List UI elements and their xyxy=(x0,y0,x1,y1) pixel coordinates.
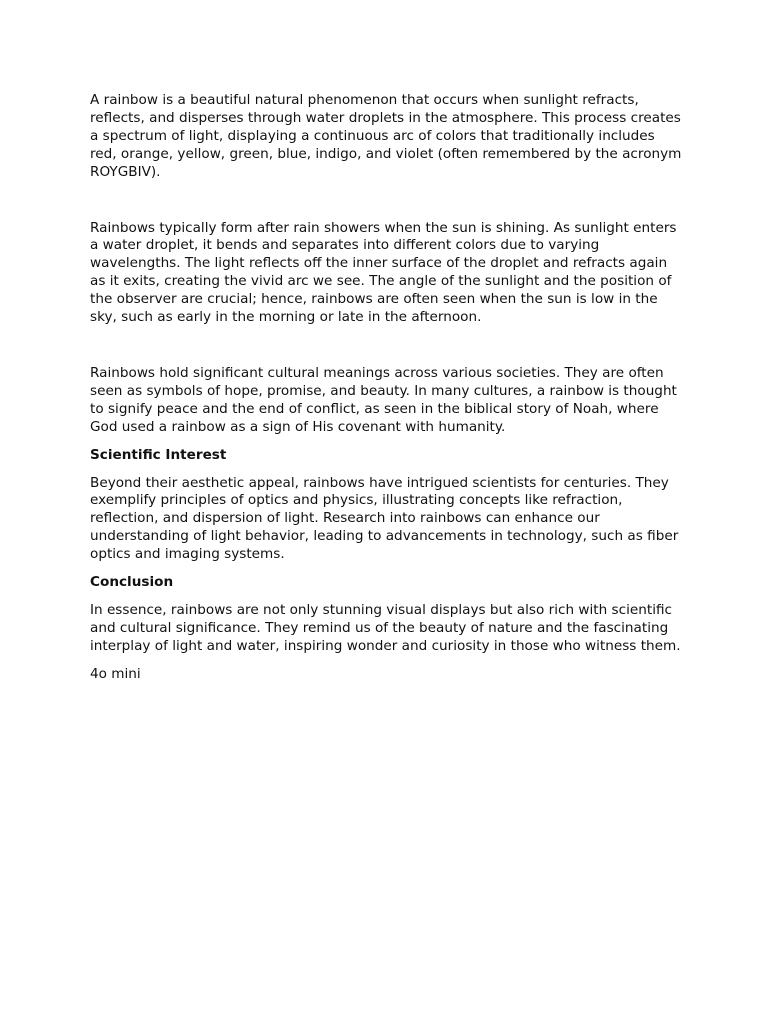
section-heading-conclusion: Conclusion xyxy=(90,574,174,591)
document-page xyxy=(90,92,682,684)
conclusion-paragraph: In essence, rainbows are not only stunning visual displays but also rich with scientific and cultural significance. They remind us of the beauty of nature and the fascinating interplay of light and water, inspiring wonder and curiosity in those who witness them. xyxy=(90,601,681,654)
scientific-interest-paragraph: Beyond their aesthetic appeal, rainbows have intrigued scientists for centuries. They exemplify principles of optics and physics, illustrating concepts like refraction, reflection, and dispersion of light. Research into rainbows can enhance our understanding of light behavior, leading to advancements in technology, such as fiber optics and imaging systems. xyxy=(90,474,679,563)
section-heading-scientific-interest: Scientific Interest xyxy=(90,446,227,463)
cultural-paragraph: Rainbows hold significant cultural meanings across various societies. They are often seen as symbols of hope, promise, and beauty. In many cultures, a rainbow is thought to signify peace and the end of conflict, as seen in the biblical story of Noah, where God used a rainbow as a sign of His covenant with humanity. xyxy=(90,364,677,435)
footer-note: 4o mini xyxy=(90,665,141,682)
formation-paragraph: Rainbows typically form after rain showers when the sun is shining. As sunlight enters a water droplet, it bends and separates into different colors due to varying wavelengths. The light reflects off the inner surface of the droplet and refracts again as it exits, creating the vivid arc we see. The angle of the sunlight and the position of the observer are crucial; hence, rainbows are often seen when the sun is low in the sky, such as early in the morning or late in the afternoon. xyxy=(90,219,677,326)
intro-paragraph: A rainbow is a beautiful natural phenomenon that occurs when sunlight refracts, reflects, and disperses through water droplets in the atmosphere. This process creates a spectrum of light, displaying a continuous arc of colors that traditionally includes red, orange, yellow, green, blue, indigo, and violet (often remembered by the acronym ROYGBIV). xyxy=(90,92,682,180)
